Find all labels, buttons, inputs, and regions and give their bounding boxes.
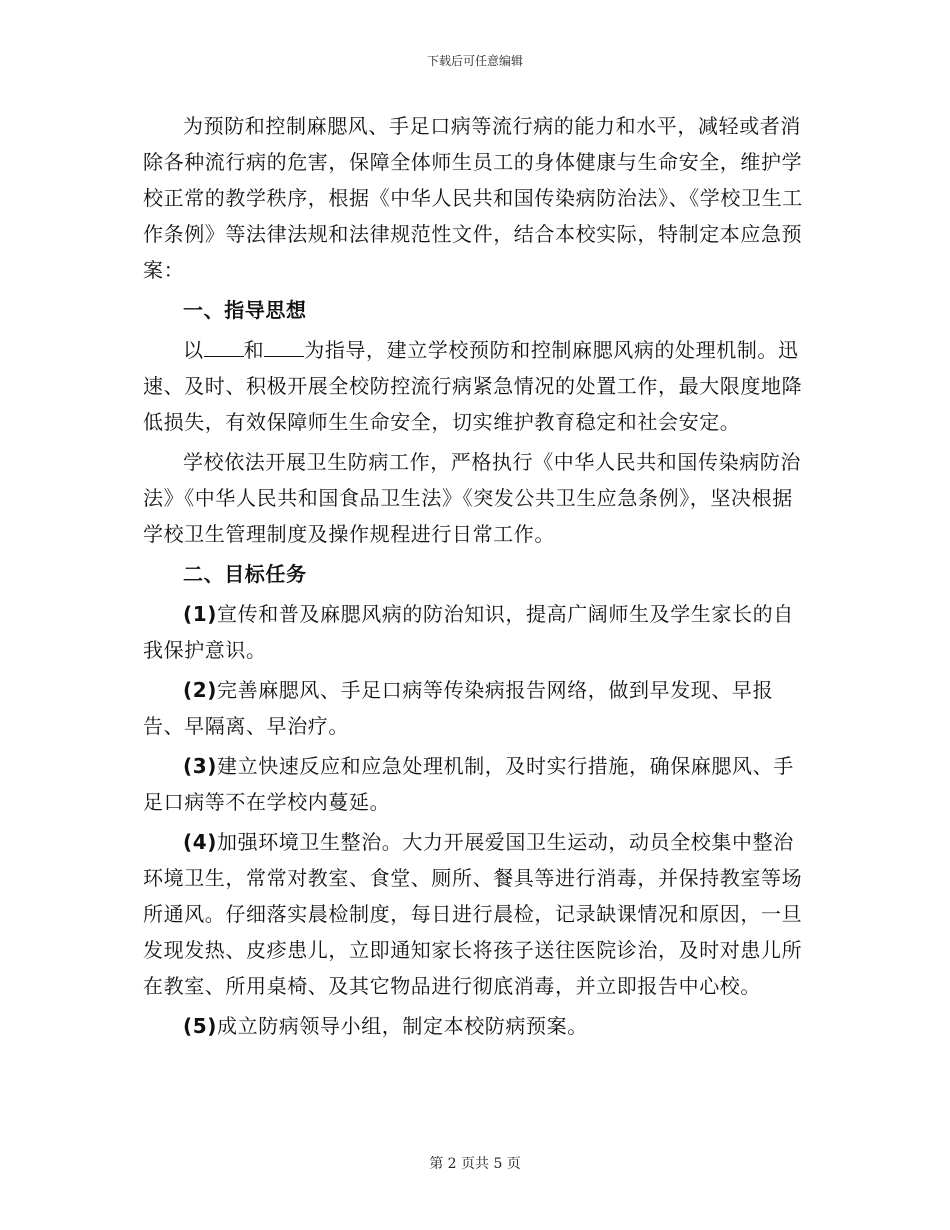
section-2-heading: 二、目标任务 xyxy=(183,562,307,586)
item-text: 建立快速反应和应急处理机制，及时实行措施，确保麻腮风、手足口病等不在学校内蔓延。 xyxy=(143,754,794,814)
list-item xyxy=(143,748,809,820)
fill-blank xyxy=(204,338,244,357)
item-number: (3) xyxy=(183,754,217,778)
item-number: (2) xyxy=(183,678,217,702)
item-text: 完善麻腮风、手足口病等传染病报告网络，做到早发现、早报告、早隔离、早治疗。 xyxy=(143,678,774,738)
fill-blank xyxy=(264,338,304,357)
section-1-paragraph-2: 学校依法开展卫生防病工作，严格执行《中华人民共和国传染病防治法》《中华人民共和国食品卫生法》《突发公共卫生应急条例》，坚决根据学校卫生管理制度及操作规程进行日常工作。 xyxy=(143,450,801,546)
item-text: 宣传和普及麻腮风病的防治知识，提高广阔师生及学生家长的自我保护意识。 xyxy=(143,602,794,662)
item-number: (1) xyxy=(183,602,217,626)
page-footer: 第 2 页共 5 页 xyxy=(429,1156,521,1172)
item-text: 成立防病领导小组，制定本校防病预案。 xyxy=(217,1014,588,1038)
item-number: (5) xyxy=(183,1014,217,1038)
text-segment: 和 xyxy=(243,338,265,362)
text-segment: 为指导，建立学校预防和控制麻腮风病的处理机制。迅速、及时、积极开展全校防控流行病紧急情况的处置工作，最大限度地降低损失，有效保障师生生命安全，切实维护教育稳定和社会安定。 xyxy=(143,338,803,434)
item-number: (4) xyxy=(183,830,217,854)
text-segment: 以 xyxy=(183,338,204,362)
list-item xyxy=(143,824,809,1004)
list-item xyxy=(143,672,809,744)
section-1-heading: 一、指导思想 xyxy=(183,298,307,322)
intro-paragraph: 为预防和控制麻腮风、手足口病等流行病的能力和水平，减轻或者消除各种流行病的危害，保障全体师生员工的身体健康与生命安全，维护学校正常的教学秩序，根据《中华人民共和国传染病防治法》、《学校卫生工作条例》等法律法规和法律规范性文件，结合本校实际，特制定本应急预案： xyxy=(143,114,803,282)
list-item xyxy=(143,1008,809,1044)
page-header: 下载后可任意编辑 xyxy=(426,54,523,68)
document-body xyxy=(143,108,809,1048)
section-1-paragraph-1 xyxy=(143,332,809,440)
item-text: 加强环境卫生整治。大力开展爱国卫生运动，动员全校集中整治环境卫生，常常对教室、食堂、厕所、餐具等进行消毒，并保持教室等场所通风。仔细落实晨检制度，每日进行晨检，记录缺课情况和原因，一旦发现发热、皮疹患儿，立即通知家长将孩子送往医院诊治，及时对患儿所在教室、所用桌椅、及其它物品进行彻底消毒，并立即报告中心校。 xyxy=(143,830,803,998)
list-item xyxy=(143,596,809,668)
